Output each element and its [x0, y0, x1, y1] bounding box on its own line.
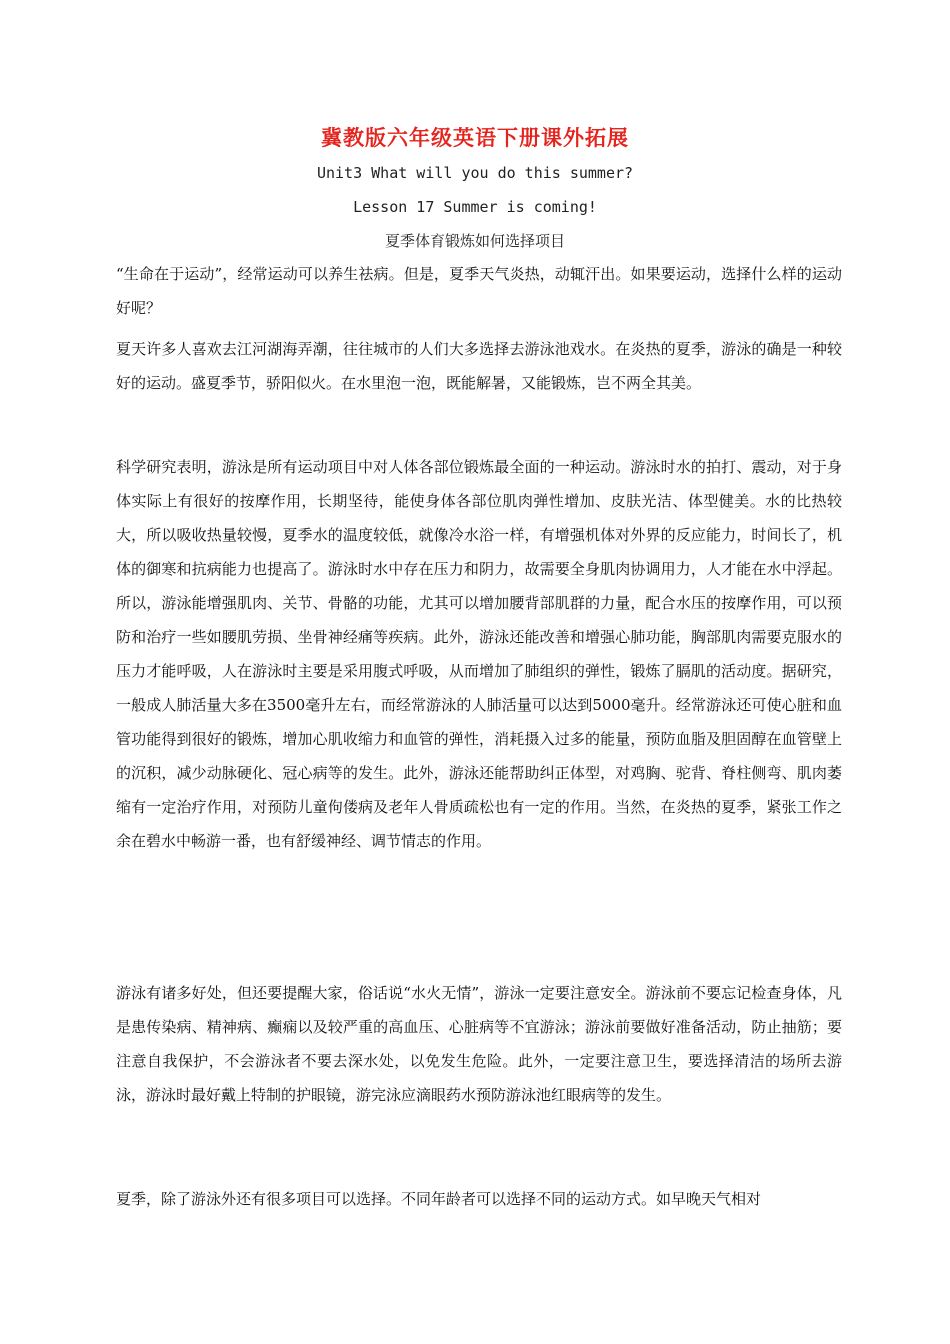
- paragraph-text: 科学研究表明，游泳是所有运动项目中对人体各部位锻炼最全面的一种运动。游泳时水的拍打、震动，对于身体实际上有很好的按摩作用，长期坚待，能使身体各部位肌肉弹性增加、皮肤光洁、体型健美。水的比热较大，所以吸收热量较慢，夏季水的温度较低，就像冷水浴一样，有增强机体对外界的反应能力，时间长了，机体的御寒和抗病能力也提高了。游泳时水中存在压力和阴力，故需要全身肌肉协调用力，人才能在水中浮起。所以，游泳能增强肌肉、关节、骨骼的功能，尤其可以增加腰背部肌群的力量，配合水压的按摩作用，可以预防和治疗一些如腰肌劳损、坐骨神经痛等疾病。此外，游泳还能改善和增强心肺功能，胸部肌肉需要克服水的压力才能呼吸，人在游泳时主要是采用腹式呼吸，从而增加了肺组织的弹性，锻炼了膈肌的活动度。据研究，一般成人肺活量大多在3500毫升左右，而经常游泳的人肺活量可以达到5000毫升。经常游泳还可使心脏和血管功能得到很好的锻炼，增加心肌收缩力和血管的弹性，消耗摄入过多的能量，预防血脂及胆固醇在血管壁上的沉积，减少动脉硬化、冠心病等的发生。此外，游泳还能帮助纠正体型，对鸡胸、驼背、脊柱侧弯、肌肉萎缩有一定治疗作用，对预防儿童佝偻病及老年人骨质疏松也有一定的作用。当然，在炎热的夏季，紧张工作之余在碧水中畅游一番，也有舒缓神经、调节情志的作用。: [116, 458, 842, 850]
- paragraph-text: 游泳有诸多好处，但还要提醒大家，俗话说“水火无情”，游泳一定要注意安全。游泳前不要忘记检查身体，凡是患传染病、精神病、癫痫以及较严重的高血压、心脏病等不宜游泳；游泳前要做好准备活动，防止抽筋；要注意自我保护，不会游泳者不要去深水处，以免发生危险。此外，一定要注意卫生，要选择清洁的场所去游泳，游泳时最好戴上特制的护眼镜，游完泳应滴眼药水预防游泳池红眼病等的发生。: [116, 984, 842, 1104]
- paragraph-4: [116, 976, 842, 1112]
- document-title: 冀教版六年级英语下册课外拓展: [321, 125, 629, 150]
- unit-subtitle: Unit3 What will you do this summer?: [316, 164, 634, 182]
- paragraph-1: [116, 257, 842, 325]
- section-heading: 夏季体育锻炼如何选择项目: [384, 232, 565, 250]
- lesson-subtitle: Lesson 17 Summer is coming!: [353, 198, 597, 216]
- paragraph-2: [116, 332, 842, 400]
- paragraph-5: [116, 1182, 842, 1216]
- paragraph-text: 夏天许多人喜欢去江河湖海弄潮，往往城市的人们大多选择去游泳池戏水。在炎热的夏季，游泳的确是一种较好的运动。盛夏季节，骄阳似火。在水里泡一泡，既能解暑，又能锻炼，岂不两全其美。: [116, 340, 842, 392]
- paragraph-text: “生命在于运动”，经常运动可以养生祛病。但是，夏季天气炎热，动辄汗出。如果要运动，选择什么样的运动好呢？: [116, 265, 842, 317]
- paragraph-3: [116, 450, 842, 858]
- paragraph-text: 夏季，除了游泳外还有很多项目可以选择。不同年龄者可以选择不同的运动方式。如早晚天气相对: [116, 1190, 762, 1208]
